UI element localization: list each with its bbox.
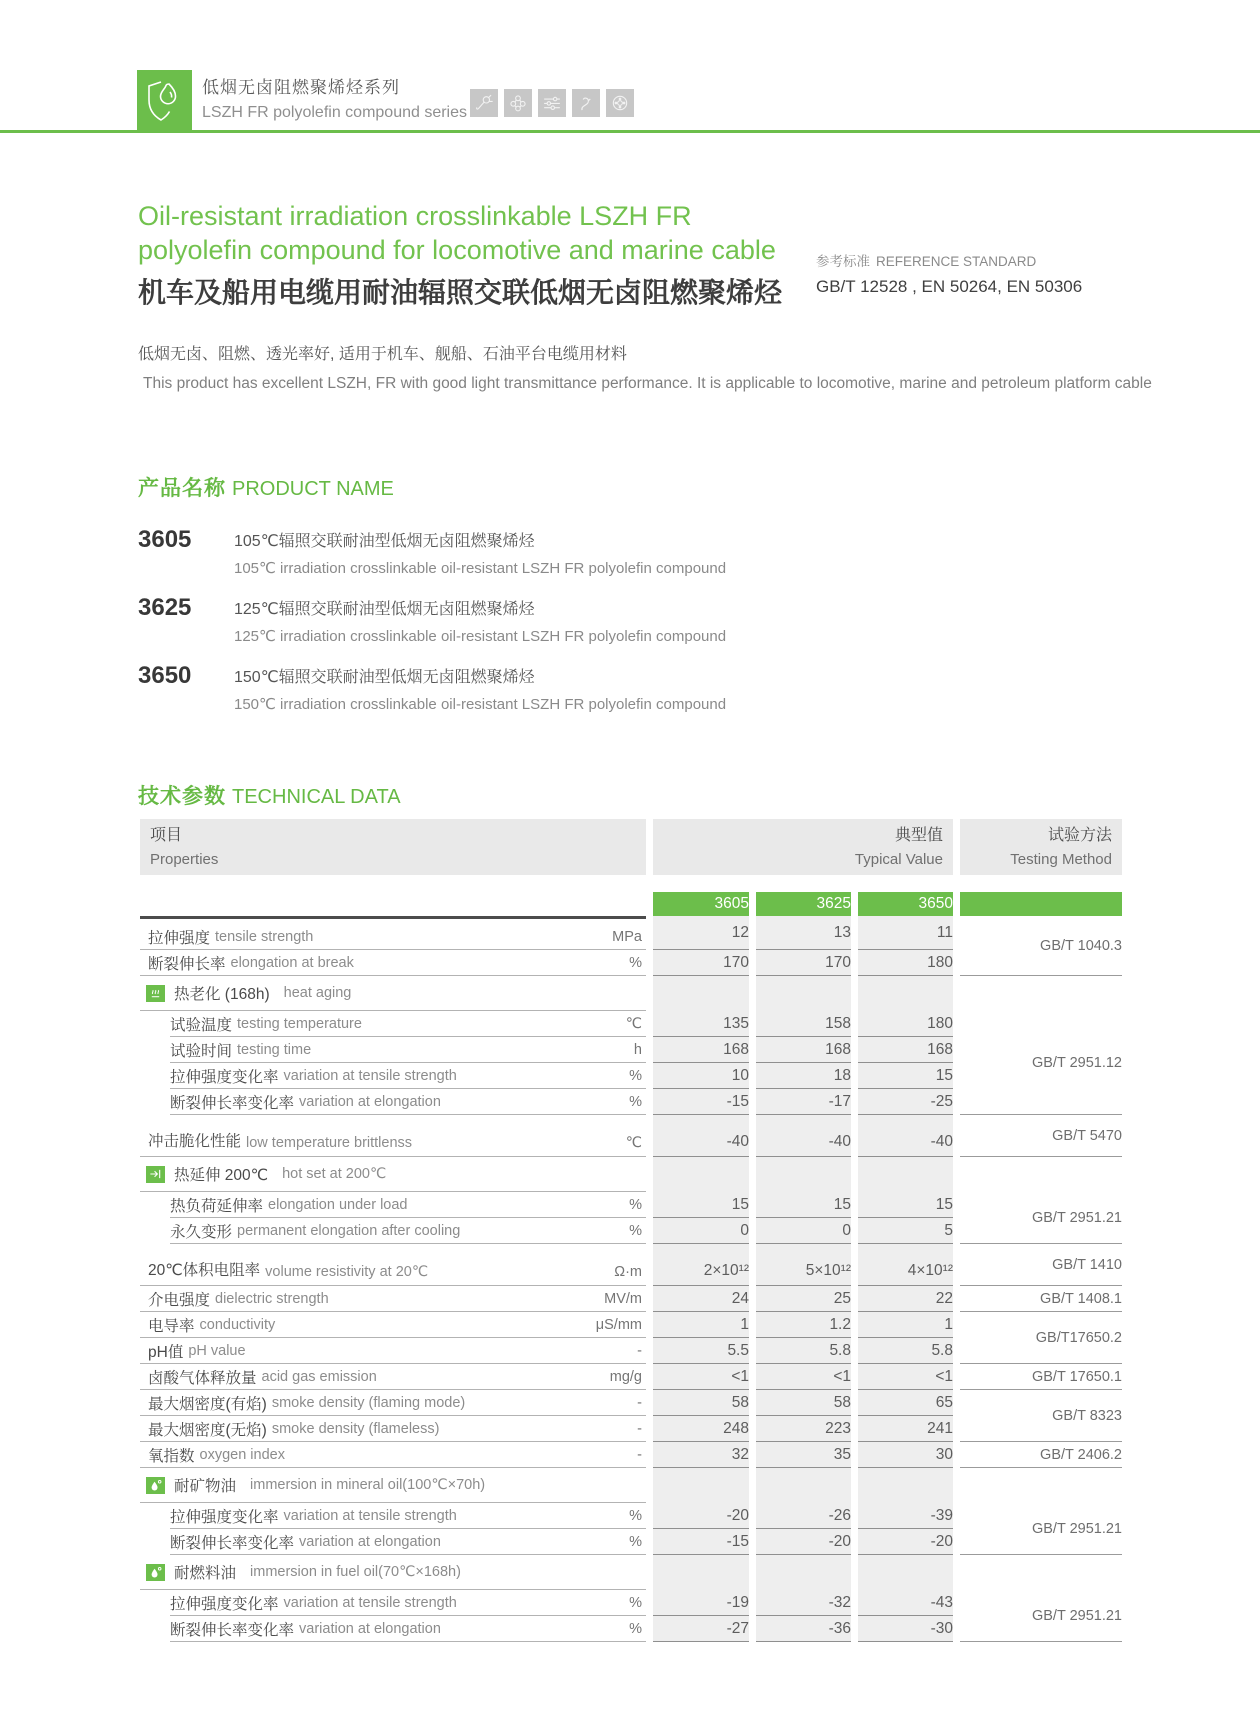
- table-row: 电导率 conductivity μS/mm 1 1.2 1 GB/T17650.2: [140, 1312, 1122, 1338]
- testing-method: GB/T 2951.21: [960, 1590, 1122, 1642]
- fuel-oil-icon: [146, 1564, 165, 1581]
- page-title-zh: 机车及船用电缆用耐油辐照交联低烟无卤阻燃聚烯烃: [138, 277, 783, 308]
- testing-method: GB/T 1408.1: [960, 1286, 1122, 1312]
- header-rule: [0, 130, 1260, 133]
- hot-set-icon: [146, 1166, 165, 1183]
- product-description: [138, 341, 1152, 395]
- description-zh: 低烟无卤、阻燃、透光率好, 适用于机车、舰船、石油平台电缆用材料: [138, 346, 627, 363]
- table-row: 试验时间 testing time h 168 168 168: [140, 1037, 1122, 1063]
- description-en: This product has excellent LSZH, FR with good light transmittance performance. It is applicable to locomotive, marine and petroleum platform cable: [143, 375, 1152, 392]
- table-section-row: 热延伸 200℃ hot set at 200℃: [140, 1157, 1122, 1192]
- product-name-heading: 产品名称 PRODUCT NAME: [138, 477, 394, 500]
- series-title: [202, 79, 467, 121]
- cable-hook-icon: [572, 89, 600, 117]
- testing-method-header: 试验方法 Testing Method: [960, 819, 1122, 875]
- series-title-en: LSZH FR polyolefin compound series: [202, 104, 468, 121]
- typical-value-header: 典型值 Typical Value: [653, 819, 953, 875]
- table-row: 断裂伸长率变化率 variation at elongation % -27 -36 -30: [140, 1616, 1122, 1642]
- series-logo: [137, 70, 192, 131]
- table-row: 氧指数 oxygen index - 32 35 30 GB/T 2406.2: [140, 1442, 1122, 1468]
- torch-gun-icon: [470, 89, 498, 117]
- testing-method: GB/T 2951.21: [960, 1503, 1122, 1555]
- reference-standard-label-zh: 参考标准: [816, 254, 870, 269]
- testing-method: GB/T 5470: [960, 1115, 1122, 1157]
- mineral-oil-icon: [146, 1477, 165, 1494]
- wire-slider-icon: [538, 89, 566, 117]
- product-desc-en: 105℃ irradiation crosslinkable oil-resistant LSZH FR polyolefin compound: [234, 560, 727, 577]
- table-row: 最大烟密度(无焰) smoke density (flameless) - 248 223 241: [140, 1416, 1122, 1442]
- technical-data-table: [133, 819, 1129, 1642]
- table-row: 断裂伸长率 elongation at break % 170 170 180: [140, 950, 1122, 976]
- table-row: 断裂伸长率变化率 variation at elongation % -15 -17 -25: [140, 1089, 1122, 1115]
- table-row: 拉伸强度 tensile strength MPa 12 13 11 GB/T 1040.3: [140, 916, 1122, 950]
- properties-header: 项目 Properties: [140, 819, 646, 875]
- grade-header: 3605: [653, 892, 749, 916]
- testing-method: GB/T 2951.21: [960, 1192, 1122, 1244]
- product-desc-en: 150℃ irradiation crosslinkable oil-resistant LSZH FR polyolefin compound: [234, 696, 727, 713]
- table-row: 介电强度 dielectric strength MV/m 24 25 22 GB/T 1408.1: [140, 1286, 1122, 1312]
- product-item: [138, 528, 1038, 577]
- testing-method: GB/T17650.2: [960, 1312, 1122, 1364]
- table-row: 最大烟密度(有焰) smoke density (flaming mode) - 58 58 65 GB/T 8323: [140, 1390, 1122, 1416]
- disc-icon: [606, 89, 634, 117]
- table-row: 冲击脆化性能 low temperature brittlenss ℃ -40 -40 -40 GB/T 5470: [140, 1115, 1122, 1157]
- product-item: [138, 596, 1038, 645]
- testing-method: GB/T 2951.12: [960, 1011, 1122, 1115]
- table-row: 永久变形 permanent elongation after cooling % 0 0 5: [140, 1218, 1122, 1244]
- table-section-row: 耐矿物油 immersion in mineral oil(100℃×70h): [140, 1468, 1122, 1503]
- table-row: 拉伸强度变化率 variation at tensile strength % 10 18 15: [140, 1063, 1122, 1089]
- shield-flame-icon: [145, 78, 185, 124]
- table-row: 拉伸强度变化率 variation at tensile strength % -19 -32 -43 GB/T 2951.21: [140, 1590, 1122, 1616]
- grade-header: 3625: [756, 892, 851, 916]
- reference-standard-label-en: REFERENCE STANDARD: [876, 254, 1037, 269]
- testing-method: GB/T 1040.3: [960, 916, 1122, 976]
- reference-standard-value: GB/T 12528 , EN 50264, EN 50306: [816, 276, 1083, 296]
- series-title-zh: 低烟无卤阻燃聚烯烃系列: [202, 78, 400, 97]
- table-row: 拉伸强度变化率 variation at tensile strength % -20 -26 -39 GB/T 2951.21: [140, 1503, 1122, 1529]
- table-row: 断裂伸长率变化率 variation at elongation % -15 -20 -20: [140, 1529, 1122, 1555]
- testing-method: GB/T 17650.1: [960, 1364, 1122, 1390]
- table-section-row: 热老化 (168h) heat aging: [140, 976, 1122, 1011]
- table-header-band: [140, 819, 1122, 875]
- product-item: [138, 664, 1038, 713]
- product-code: 3625: [138, 594, 192, 621]
- testing-method: GB/T 8323: [960, 1390, 1122, 1442]
- testing-method: GB/T 1410: [960, 1244, 1122, 1286]
- grade-header-method-cell: [960, 892, 1122, 916]
- product-desc-en: 125℃ irradiation crosslinkable oil-resistant LSZH FR polyolefin compound: [234, 628, 727, 645]
- product-desc-zh: 125℃辐照交联耐油型低烟无卤阻燃聚烯烃: [234, 601, 535, 618]
- table-row: pH值 pH value - 5.5 5.8 5.8: [140, 1338, 1122, 1364]
- molecule-icon: [504, 89, 532, 117]
- technical-data-heading: 技术参数 TECHNICAL DATA: [138, 785, 401, 808]
- product-desc-zh: 150℃辐照交联耐油型低烟无卤阻燃聚烯烃: [234, 669, 535, 686]
- product-code: 3605: [138, 526, 192, 553]
- product-desc-zh: 105℃辐照交联耐油型低烟无卤阻燃聚烯烃: [234, 533, 535, 550]
- table-row: 20℃体积电阻率 volume resistivity at 20℃ Ω·m 2×10¹² 5×10¹² 4×10¹² GB/T 1410: [140, 1244, 1122, 1286]
- grade-header-row: [140, 892, 1122, 916]
- table-row: 试验温度 testing temperature ℃ 135 158 180 GB/T 2951.12: [140, 1011, 1122, 1037]
- reference-standard: [816, 255, 1082, 295]
- table-section-row: 耐燃料油 immersion in fuel oil(70℃×168h): [140, 1555, 1122, 1590]
- page-title-en: Oil-resistant irradiation crosslinkable LSZH FR polyolefin compound for locomotive and marine cable: [138, 201, 776, 265]
- table-row: 热负荷延伸率 elongation under load % 15 15 15 GB/T 2951.21: [140, 1192, 1122, 1218]
- application-icon-strip: [470, 89, 634, 117]
- testing-method: GB/T 2406.2: [960, 1442, 1122, 1468]
- table-row: 卤酸气体释放量 acid gas emission mg/g <1 <1 <1 GB/T 17650.1: [140, 1364, 1122, 1390]
- product-code: 3650: [138, 662, 192, 689]
- grade-header: 3650: [858, 892, 953, 916]
- heat-aging-icon: [146, 985, 165, 1002]
